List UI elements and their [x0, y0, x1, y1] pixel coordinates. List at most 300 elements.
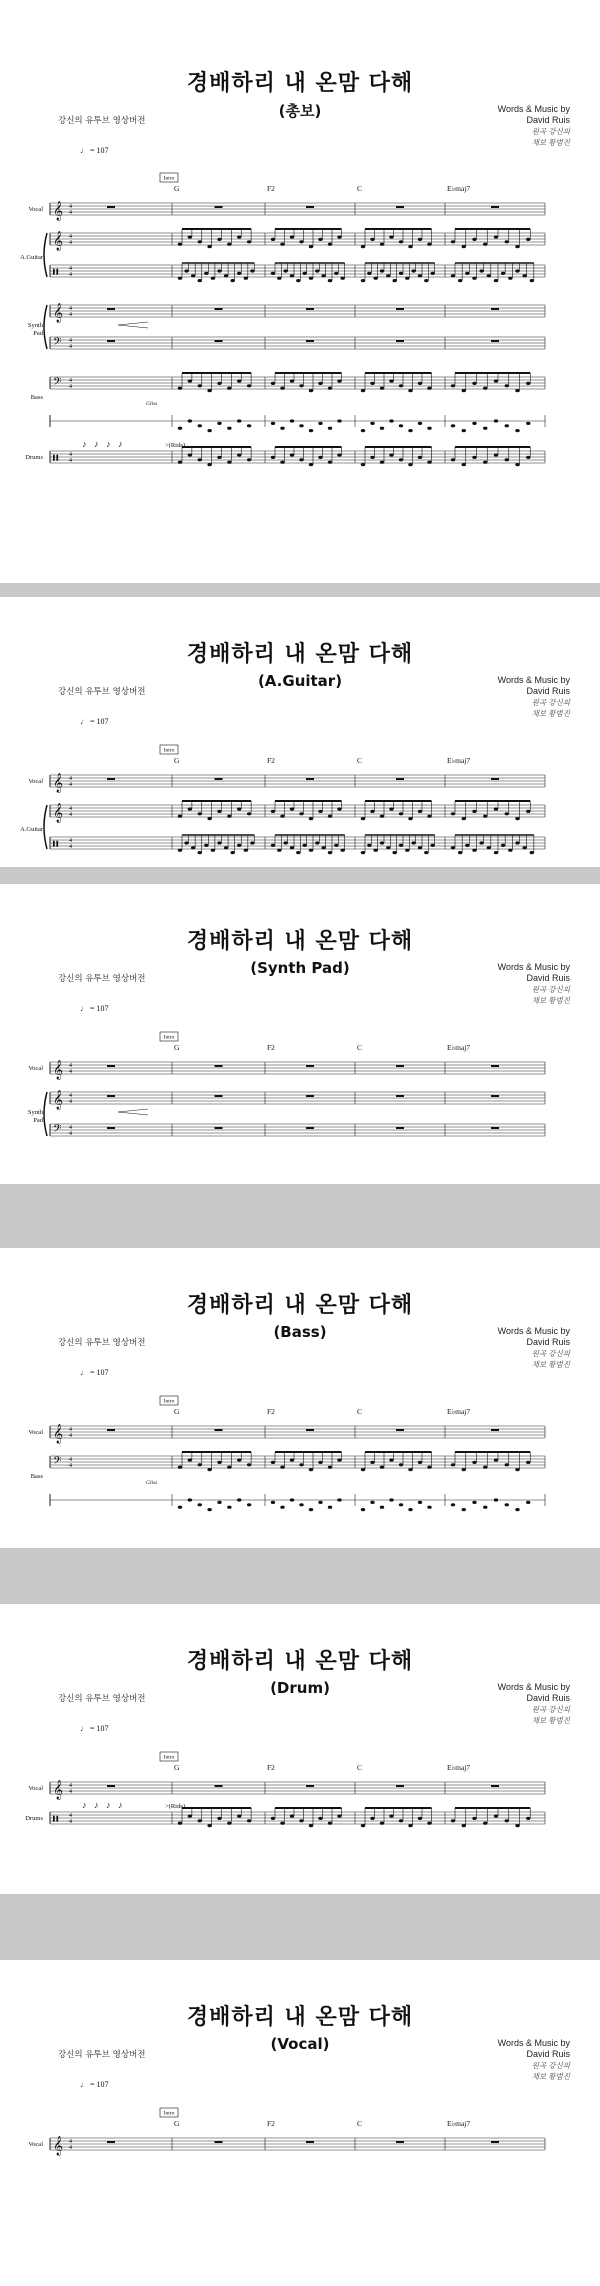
note-head — [178, 1506, 182, 1509]
note-head — [198, 424, 202, 427]
whole-rest — [396, 778, 404, 780]
note-head — [237, 1814, 241, 1817]
note-head — [271, 810, 275, 813]
note-head — [237, 807, 241, 810]
note-head — [198, 1819, 202, 1822]
time-sig-top: 4 — [69, 204, 72, 210]
note-head — [494, 1814, 498, 1817]
time-sig-bottom: 4 — [69, 1131, 72, 1137]
credits-line: David Ruis — [526, 973, 570, 983]
gliss-label: Gliss — [146, 401, 158, 407]
time-sig-bottom: 4 — [69, 1433, 72, 1439]
note-head — [188, 1498, 192, 1501]
note-head — [188, 453, 192, 456]
note-head — [411, 841, 415, 844]
note-head — [472, 810, 476, 813]
note-head — [494, 235, 498, 238]
note-head — [271, 422, 275, 425]
tempo-marking: ♩ = 107 — [80, 1724, 109, 1733]
note-head — [380, 243, 384, 246]
note-head — [472, 1817, 476, 1820]
note-head — [217, 1501, 221, 1504]
bass-clef-icon: 𝄢 — [53, 375, 62, 390]
whole-rest — [107, 1095, 115, 1097]
note-head — [399, 384, 403, 387]
note-head — [237, 272, 241, 275]
treble-clef-icon: 𝄞 — [53, 1060, 64, 1079]
version-label: 강신의 유투브 영상버전 — [58, 974, 146, 984]
whole-rest — [215, 1065, 223, 1067]
score-page-bass — [0, 1248, 600, 1548]
chord-symbol: F2 — [267, 1407, 275, 1416]
note-head — [361, 389, 365, 392]
note-head — [237, 1458, 241, 1461]
note-head — [405, 849, 409, 852]
note-head — [237, 453, 241, 456]
note-head — [188, 1814, 192, 1817]
note-head — [515, 1508, 519, 1511]
note-head — [399, 1463, 403, 1466]
note-head — [380, 1822, 384, 1825]
note-head — [451, 458, 455, 461]
chord-symbol: F2 — [267, 1043, 275, 1052]
note-head — [505, 1819, 509, 1822]
time-sig-top: 4 — [69, 234, 72, 240]
note-head — [399, 1819, 403, 1822]
note-head — [280, 1466, 284, 1469]
note-head — [237, 419, 241, 422]
note-head — [462, 463, 466, 466]
time-sig-bottom: 4 — [69, 2145, 72, 2151]
instrument-label-vocal: Vocal — [28, 2141, 43, 2148]
time-sig-bottom: 4 — [69, 210, 72, 216]
gliss-label: Gliss — [146, 1480, 158, 1486]
note-head — [280, 815, 284, 818]
note-head — [309, 389, 313, 392]
instrument-label-vocal: Vocal — [28, 1429, 43, 1436]
note-head — [515, 817, 519, 820]
note-head — [418, 382, 422, 385]
chord-symbol: G — [174, 756, 180, 765]
note-head — [515, 463, 519, 466]
chord-symbol: C — [357, 756, 363, 765]
chord-symbol: G — [174, 1043, 180, 1052]
note-head — [427, 387, 431, 390]
time-sig-bottom: 4 — [69, 1099, 72, 1105]
note-head — [392, 279, 396, 282]
note-head — [271, 272, 275, 275]
note-head — [389, 419, 393, 422]
note-head — [178, 427, 182, 430]
note-head — [188, 807, 192, 810]
note-head — [494, 807, 498, 810]
time-sig-bottom: 4 — [69, 272, 72, 278]
whole-rest — [306, 1429, 314, 1431]
note-head — [290, 1458, 294, 1461]
note-head — [380, 387, 384, 390]
treble-clef-icon: 𝄞 — [53, 1780, 64, 1799]
whole-rest — [107, 2141, 115, 2143]
note-head — [247, 424, 251, 427]
page-subtitle: (Synth Pad) — [250, 959, 350, 977]
note-head — [483, 1822, 487, 1825]
grace-note-icon: ♪ — [82, 1800, 87, 1810]
note-head — [408, 817, 412, 820]
whole-rest — [107, 1785, 115, 1787]
rehearsal-mark: Intro — [163, 1034, 175, 1041]
note-head — [487, 846, 491, 849]
note-head — [299, 424, 303, 427]
instrument-label-drums: Drums — [25, 1815, 43, 1822]
note-head — [309, 1824, 313, 1827]
note-head — [321, 846, 325, 849]
whole-rest — [306, 206, 314, 208]
note-head — [237, 379, 241, 382]
note-head — [399, 240, 403, 243]
page-subtitle: (Vocal) — [270, 2035, 330, 2053]
note-head — [337, 419, 341, 422]
note-head — [526, 1501, 530, 1504]
whole-rest — [396, 1065, 404, 1067]
score-systems — [0, 1744, 600, 1874]
note-head — [191, 274, 195, 277]
brace — [44, 805, 47, 849]
note-head — [465, 844, 469, 847]
note-head — [318, 1461, 322, 1464]
rehearsal-mark: Intro — [163, 747, 175, 754]
time-sig-bottom: 4 — [69, 844, 72, 850]
chord-symbol: F2 — [267, 756, 275, 765]
note-head — [337, 1458, 341, 1461]
note-head — [361, 851, 365, 854]
note-head — [271, 456, 275, 459]
note-head — [217, 1817, 221, 1820]
page-title: 경배하리 내 온맘 다해 — [186, 1293, 414, 1318]
note-head — [334, 844, 338, 847]
note-head — [451, 240, 455, 243]
note-head — [280, 387, 284, 390]
grace-note-icon: ♪ — [118, 1800, 123, 1810]
note-head — [515, 245, 519, 248]
note-head — [283, 269, 287, 272]
crescendo-hairpin — [118, 322, 148, 328]
time-sig-top: 4 — [69, 776, 72, 782]
credits — [498, 1326, 570, 1370]
time-sig-top: 4 — [69, 1063, 72, 1069]
ride-marking: >(Ride) — [165, 442, 186, 449]
instrument-label-synth: Pad — [33, 330, 43, 337]
note-head — [399, 424, 403, 427]
whole-rest — [215, 1127, 223, 1129]
note-head — [367, 844, 371, 847]
note-head — [318, 1817, 322, 1820]
score-group — [28, 1396, 545, 1511]
score-systems — [0, 2100, 600, 2180]
note-head — [361, 1824, 365, 1827]
note-head — [328, 243, 332, 246]
note-head — [462, 389, 466, 392]
note-head — [505, 424, 509, 427]
note-head — [207, 1824, 211, 1827]
note-head — [280, 461, 284, 464]
note-head — [296, 279, 300, 282]
time-sig-bottom: 4 — [69, 782, 72, 788]
whole-rest — [491, 1095, 499, 1097]
note-head — [472, 277, 476, 280]
chord-symbol: F2 — [267, 184, 275, 193]
chord-symbol: G — [174, 2119, 180, 2128]
note-head — [328, 1822, 332, 1825]
whole-rest — [215, 1429, 223, 1431]
chord-symbol: E♭maj7 — [447, 1407, 471, 1416]
note-head — [188, 419, 192, 422]
note-head — [462, 1508, 466, 1511]
note-head — [302, 272, 306, 275]
note-head — [299, 458, 303, 461]
note-head — [370, 1461, 374, 1464]
note-head — [217, 238, 221, 241]
chord-symbol: C — [357, 1763, 363, 1772]
credits-line: Words & Music by — [497, 104, 570, 114]
page-title: 경배하리 내 온맘 다해 — [186, 71, 414, 96]
note-head — [217, 1461, 221, 1464]
note-head — [334, 272, 338, 275]
note-head — [280, 243, 284, 246]
note-head — [178, 1822, 182, 1825]
whole-rest — [396, 340, 404, 342]
whole-rest — [491, 1429, 499, 1431]
tempo-value: = 107 — [90, 1368, 109, 1377]
time-sig-top: 4 — [69, 378, 72, 384]
note-head — [458, 279, 462, 282]
note-head — [318, 382, 322, 385]
note-head — [389, 379, 393, 382]
credits-line: 채보 황범진 — [531, 1360, 570, 1369]
note-head — [427, 1466, 431, 1469]
rehearsal-mark: Intro — [163, 1398, 175, 1405]
whole-rest — [491, 1127, 499, 1129]
tempo-value: = 107 — [90, 1004, 109, 1013]
credits-line: 채보 황범진 — [531, 1716, 570, 1725]
credits-line: David Ruis — [526, 2049, 570, 2059]
note-head — [328, 851, 332, 854]
perc-clef-icon: 𝄥 — [53, 263, 59, 282]
note-head — [380, 815, 384, 818]
note-head — [188, 1458, 192, 1461]
instrument-label-synth: Synth — [27, 322, 43, 329]
note-head — [247, 1819, 251, 1822]
note-head — [458, 851, 462, 854]
note-head — [361, 817, 365, 820]
whole-rest — [396, 1095, 404, 1097]
note-head — [191, 846, 195, 849]
note-head — [283, 841, 287, 844]
treble-clef-icon: 𝄞 — [53, 2136, 64, 2155]
note-head — [204, 844, 208, 847]
note-head — [247, 1503, 251, 1506]
score-group — [28, 1032, 545, 1137]
whole-rest — [107, 778, 115, 780]
note-head — [211, 849, 215, 852]
note-head — [184, 841, 188, 844]
note-head — [472, 456, 476, 459]
note-head — [178, 387, 182, 390]
instrument-label-vocal: Vocal — [28, 1065, 43, 1072]
chord-symbol: G — [174, 184, 180, 193]
bass-clef-icon: 𝄢 — [53, 335, 62, 350]
whole-rest — [215, 340, 223, 342]
note-head — [424, 851, 428, 854]
bass-clef-icon: 𝄢 — [53, 1122, 62, 1137]
note-head — [483, 387, 487, 390]
treble-clef-icon: 𝄞 — [53, 1424, 64, 1443]
note-head — [418, 810, 422, 813]
note-head — [530, 279, 534, 282]
note-head — [211, 277, 215, 280]
chord-symbol: C — [357, 1043, 363, 1052]
time-sig-bottom: 4 — [69, 458, 72, 464]
note-head — [494, 453, 498, 456]
whole-rest — [491, 1785, 499, 1787]
note-head — [207, 429, 211, 432]
credits-line: 채보 황범진 — [531, 709, 570, 718]
note-head — [328, 461, 332, 464]
note-head — [247, 458, 251, 461]
time-sig-bottom: 4 — [69, 1069, 72, 1075]
note-head — [451, 384, 455, 387]
note-head — [207, 817, 211, 820]
note-head — [309, 245, 313, 248]
note-head — [380, 269, 384, 272]
note-head — [207, 245, 211, 248]
note-head — [408, 389, 412, 392]
instrument-label-bass: Bass — [30, 394, 43, 401]
whole-rest — [215, 206, 223, 208]
chord-symbol: F2 — [267, 2119, 275, 2128]
note-head — [508, 277, 512, 280]
note-head — [505, 812, 509, 815]
tempo-marking: ♩ = 107 — [80, 1368, 109, 1377]
credits — [498, 2038, 570, 2082]
note-head — [271, 1501, 275, 1504]
note-head — [299, 384, 303, 387]
note-head — [337, 1814, 341, 1817]
note-head — [451, 1463, 455, 1466]
chord-symbol: G — [174, 1407, 180, 1416]
note-head — [526, 422, 530, 425]
note-head — [526, 456, 530, 459]
page-subtitle: (Drum) — [270, 1679, 330, 1697]
tempo-value: = 107 — [90, 146, 109, 155]
whole-rest — [491, 308, 499, 310]
note-head — [337, 807, 341, 810]
note-head — [230, 851, 234, 854]
note-head — [227, 387, 231, 390]
note-head — [389, 453, 393, 456]
chord-symbol: E♭maj7 — [447, 1763, 471, 1772]
whole-rest — [491, 206, 499, 208]
credits-line: 원곡 강신의 — [531, 1349, 570, 1358]
time-sig-bottom: 4 — [69, 312, 72, 318]
time-sig-top: 4 — [69, 2139, 72, 2145]
note-head — [207, 1508, 211, 1511]
note-head — [188, 379, 192, 382]
note-head — [427, 243, 431, 246]
credits-line: Words & Music by — [497, 962, 570, 972]
whole-rest — [107, 308, 115, 310]
whole-rest — [107, 340, 115, 342]
whole-rest — [215, 778, 223, 780]
note-head — [451, 846, 455, 849]
version-label: 강신의 유투브 영상버전 — [58, 1338, 146, 1348]
note-head — [370, 1817, 374, 1820]
treble-clef-icon: 𝄞 — [53, 201, 64, 220]
note-head — [472, 382, 476, 385]
note-head — [418, 238, 422, 241]
note-head — [217, 841, 221, 844]
instrument-label-synth: Synth — [27, 1109, 43, 1116]
version-label: 강신의 유투브 영상버전 — [58, 687, 146, 697]
perc-clef-icon: 𝄥 — [53, 449, 59, 468]
note-head — [479, 841, 483, 844]
credits-line: Words & Music by — [497, 1682, 570, 1692]
note-head — [370, 422, 374, 425]
credits-line: 채보 황범진 — [531, 996, 570, 1005]
note-head — [530, 851, 534, 854]
perc-clef-icon: 𝄥 — [53, 835, 59, 854]
whole-rest — [215, 1785, 223, 1787]
score-page-full — [0, 0, 600, 583]
note-head — [247, 240, 251, 243]
instrument-label-drums: Drums — [25, 454, 43, 461]
note-head — [427, 427, 431, 430]
treble-clef-icon: 𝄞 — [53, 303, 64, 322]
score-systems — [0, 1388, 600, 1528]
note-head — [178, 461, 182, 464]
note-head — [380, 461, 384, 464]
note-head — [309, 429, 313, 432]
chord-symbol: E♭maj7 — [447, 184, 471, 193]
whole-rest — [396, 206, 404, 208]
note-head — [198, 851, 202, 854]
credits-line: David Ruis — [526, 686, 570, 696]
note-head — [290, 1814, 294, 1817]
credits-line: Words & Music by — [497, 1326, 570, 1336]
note-head — [299, 1463, 303, 1466]
instrument-label-bass: Bass — [30, 1473, 43, 1480]
note-head — [399, 458, 403, 461]
time-sig-top: 4 — [69, 1093, 72, 1099]
note-head — [380, 1506, 384, 1509]
score-systems — [0, 165, 600, 585]
chord-symbol: F2 — [267, 1763, 275, 1772]
note-head — [178, 1466, 182, 1469]
note-head — [315, 269, 319, 272]
whole-rest — [306, 2141, 314, 2143]
note-head — [318, 422, 322, 425]
note-head — [224, 274, 228, 277]
note-head — [389, 235, 393, 238]
note-head — [296, 851, 300, 854]
time-sig-top: 4 — [69, 1125, 72, 1131]
credits-line: Words & Music by — [497, 675, 570, 685]
treble-clef-icon: 𝄞 — [53, 773, 64, 792]
note-head — [373, 277, 377, 280]
time-sig-top: 4 — [69, 1813, 72, 1819]
credits — [498, 675, 570, 719]
note-head — [472, 1501, 476, 1504]
note-head — [515, 269, 519, 272]
